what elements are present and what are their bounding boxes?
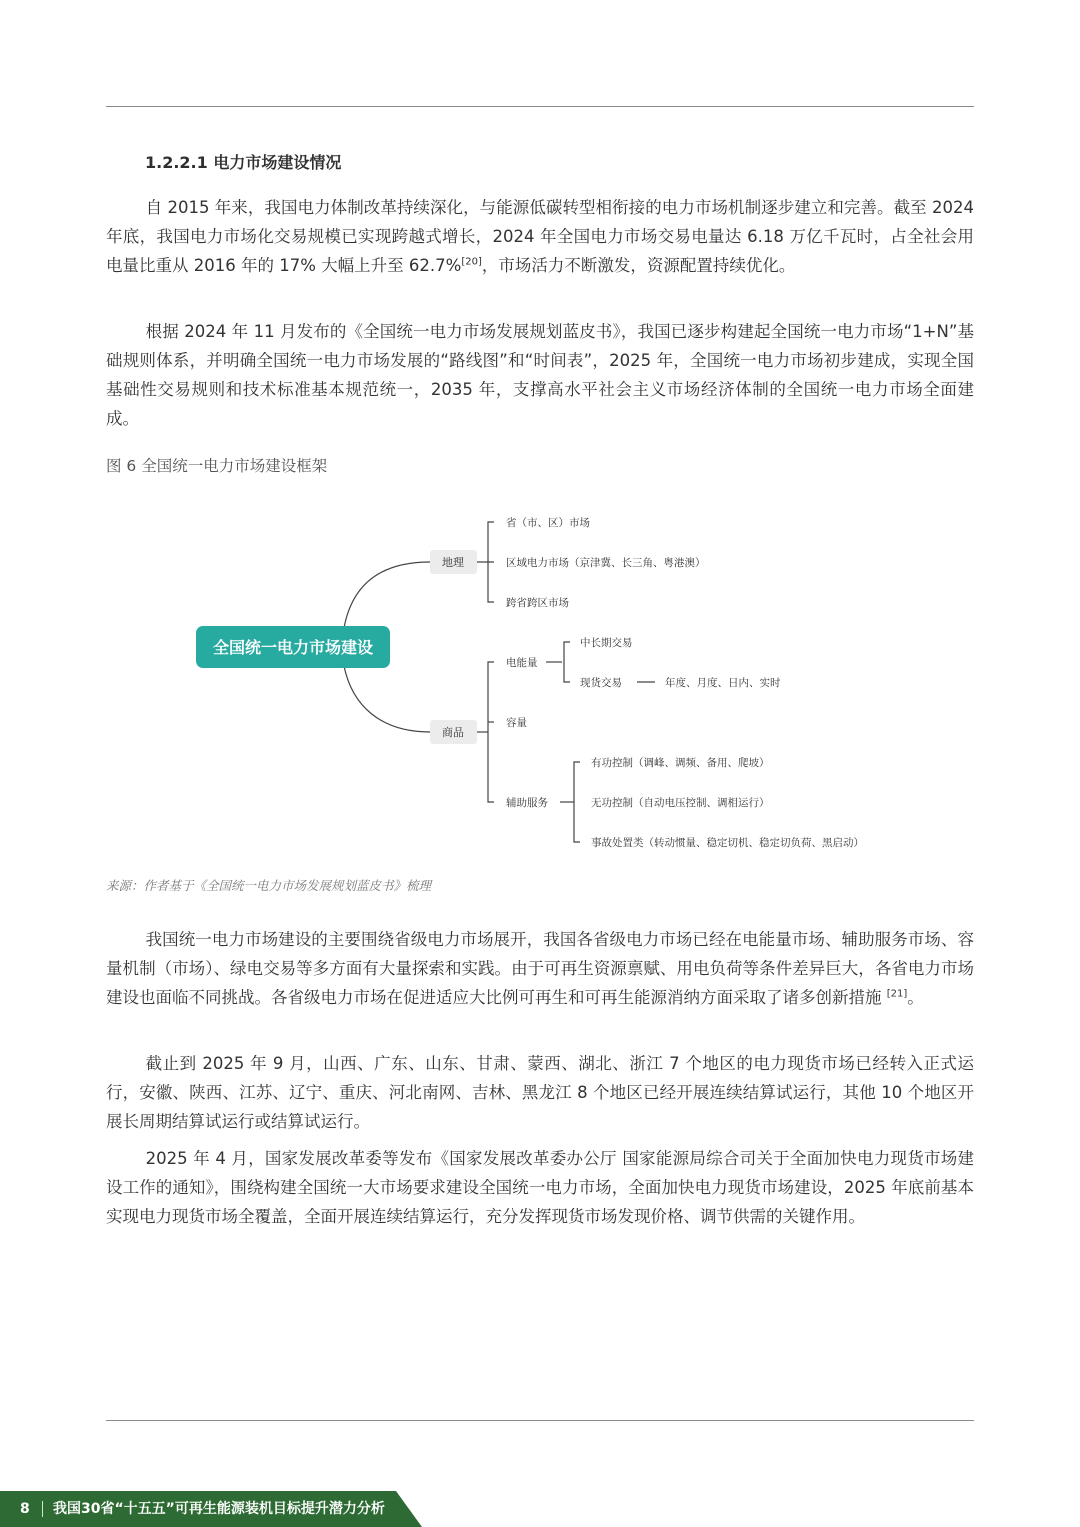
paragraph-text: 截止到 2025 年 9 月，山西、广东、山东、甘肃、蒙西、湖北、浙江 7 个地区的电力现货市场已经转入正式运行，安徽、陕西、江苏、辽宁、重庆、河北南网、吉林、黑龙江 8 个地区已经开展连续结算试运行，其他 10 个地区开展长周期结算试运行或结算试运行。 [106, 1054, 974, 1131]
bracket [488, 662, 494, 802]
root-label: 全国统一电力市场建设 [212, 638, 374, 657]
geo-item: 区域电力市场（京津冀、长三角、粤港澳） [506, 557, 706, 569]
ancillary-label: 辅助服务 [506, 797, 548, 809]
ancillary-item: 事故处置类（转动惯量、稳定切机、稳定切负荷、黑启动） [591, 837, 864, 849]
bracket [564, 642, 570, 682]
paragraph [106, 1049, 974, 1136]
paragraph [106, 1144, 974, 1231]
paragraph [106, 193, 974, 280]
energy-label: 电能量 [506, 657, 538, 669]
paragraph [106, 317, 974, 433]
framework-diagram [0, 490, 1080, 870]
paragraph-text: ，市场活力不断激发，资源配置持续优化。 [481, 256, 796, 275]
goods-label: 商品 [442, 726, 464, 739]
mid-long-trade: 中长期交易 [580, 637, 633, 649]
capacity-label: 容量 [506, 717, 527, 729]
connector-line [344, 666, 430, 732]
figure-source: 来源：作者基于《全国统一电力市场发展规划蓝皮书》梳理 [106, 878, 432, 893]
connector-line [344, 562, 430, 628]
geo-item: 跨省跨区市场 [506, 597, 569, 609]
section-heading: 1.2.2.1 电力市场建设情况 [145, 153, 342, 172]
ancillary-item: 无功控制（自动电压控制、调相运行） [591, 797, 770, 809]
paragraph-text: 自 2015 年来，我国电力体制改革持续深化，与能源低碳转型相衔接的电力市场机制逐步建立和完善。截至 2024 年底，我国电力市场化交易规模已实现跨越式增长，2024 年全国电力市场交易电量达 6.18 万亿千瓦时，占全社会用电量比重从 2016 年的 17% 大幅上升至 62.7% [106, 198, 974, 275]
header-rule [106, 106, 974, 107]
geo-label: 地理 [442, 556, 464, 569]
geo-item: 省（市、区）市场 [506, 517, 590, 529]
bracket [574, 762, 580, 842]
reference-marker[interactable]: [21] [886, 988, 908, 1000]
page-number: 8 [20, 1501, 30, 1517]
footer-title: 我国30省“十五五”可再生能源装机目标提升潜力分析 [53, 1501, 385, 1517]
footer-separator [42, 1501, 43, 1517]
spot-trade: 现货交易 [580, 677, 622, 689]
paragraph [106, 925, 974, 1012]
paragraph-text: 我国统一电力市场建设的主要围绕省级电力市场展开，我国各省级电力市场已经在电能量市场、辅助服务市场、容量机制（市场）、绿电交易等多方面有大量探索和实践。由于可再生资源禀赋、用电负荷等条件差异巨大，各省电力市场建设也面临不同挑战。各省级电力市场在促进适应大比例可再生和可再生能源消纳方面采取了诸多创新措施 [106, 930, 974, 1007]
spot-detail: 年度、月度、日内、实时 [665, 677, 781, 689]
paragraph-text: 根据 2024 年 11 月发布的《全国统一电力市场发展规划蓝皮书》，我国已逐步构建起全国统一电力市场“1+N”基础规则体系，并明确全国统一电力市场发展的“路线图”和“时间表”，2025 年，全国统一电力市场初步建成，实现全国基础性交易规则和技术标准基本规范统一，2035 年，支撑高水平社会主义市场经济体制的全国统一电力市场全面建成。 [106, 322, 974, 428]
paragraph-text: 。 [907, 988, 924, 1007]
footer-rule [106, 1420, 974, 1421]
ancillary-item: 有功控制（调峰、调频、备用、爬坡） [591, 757, 770, 769]
figure-caption: 图 6 全国统一电力市场建设框架 [106, 457, 328, 475]
reference-marker[interactable]: [20] [461, 256, 482, 268]
paragraph-text: 2025 年 4 月，国家发展改革委等发布《国家发展改革委办公厅 国家能源局综合司关于全面加快电力现货市场建设工作的通知》，围绕构建全国统一大市场要求建设全国统一电力市场，全面加快电力现货市场建设，2025 年底前基本实现电力现货市场全覆盖，全面开展连续结算运行，充分发挥现货市场发现价格、调节供需的关键作用。 [106, 1149, 974, 1226]
